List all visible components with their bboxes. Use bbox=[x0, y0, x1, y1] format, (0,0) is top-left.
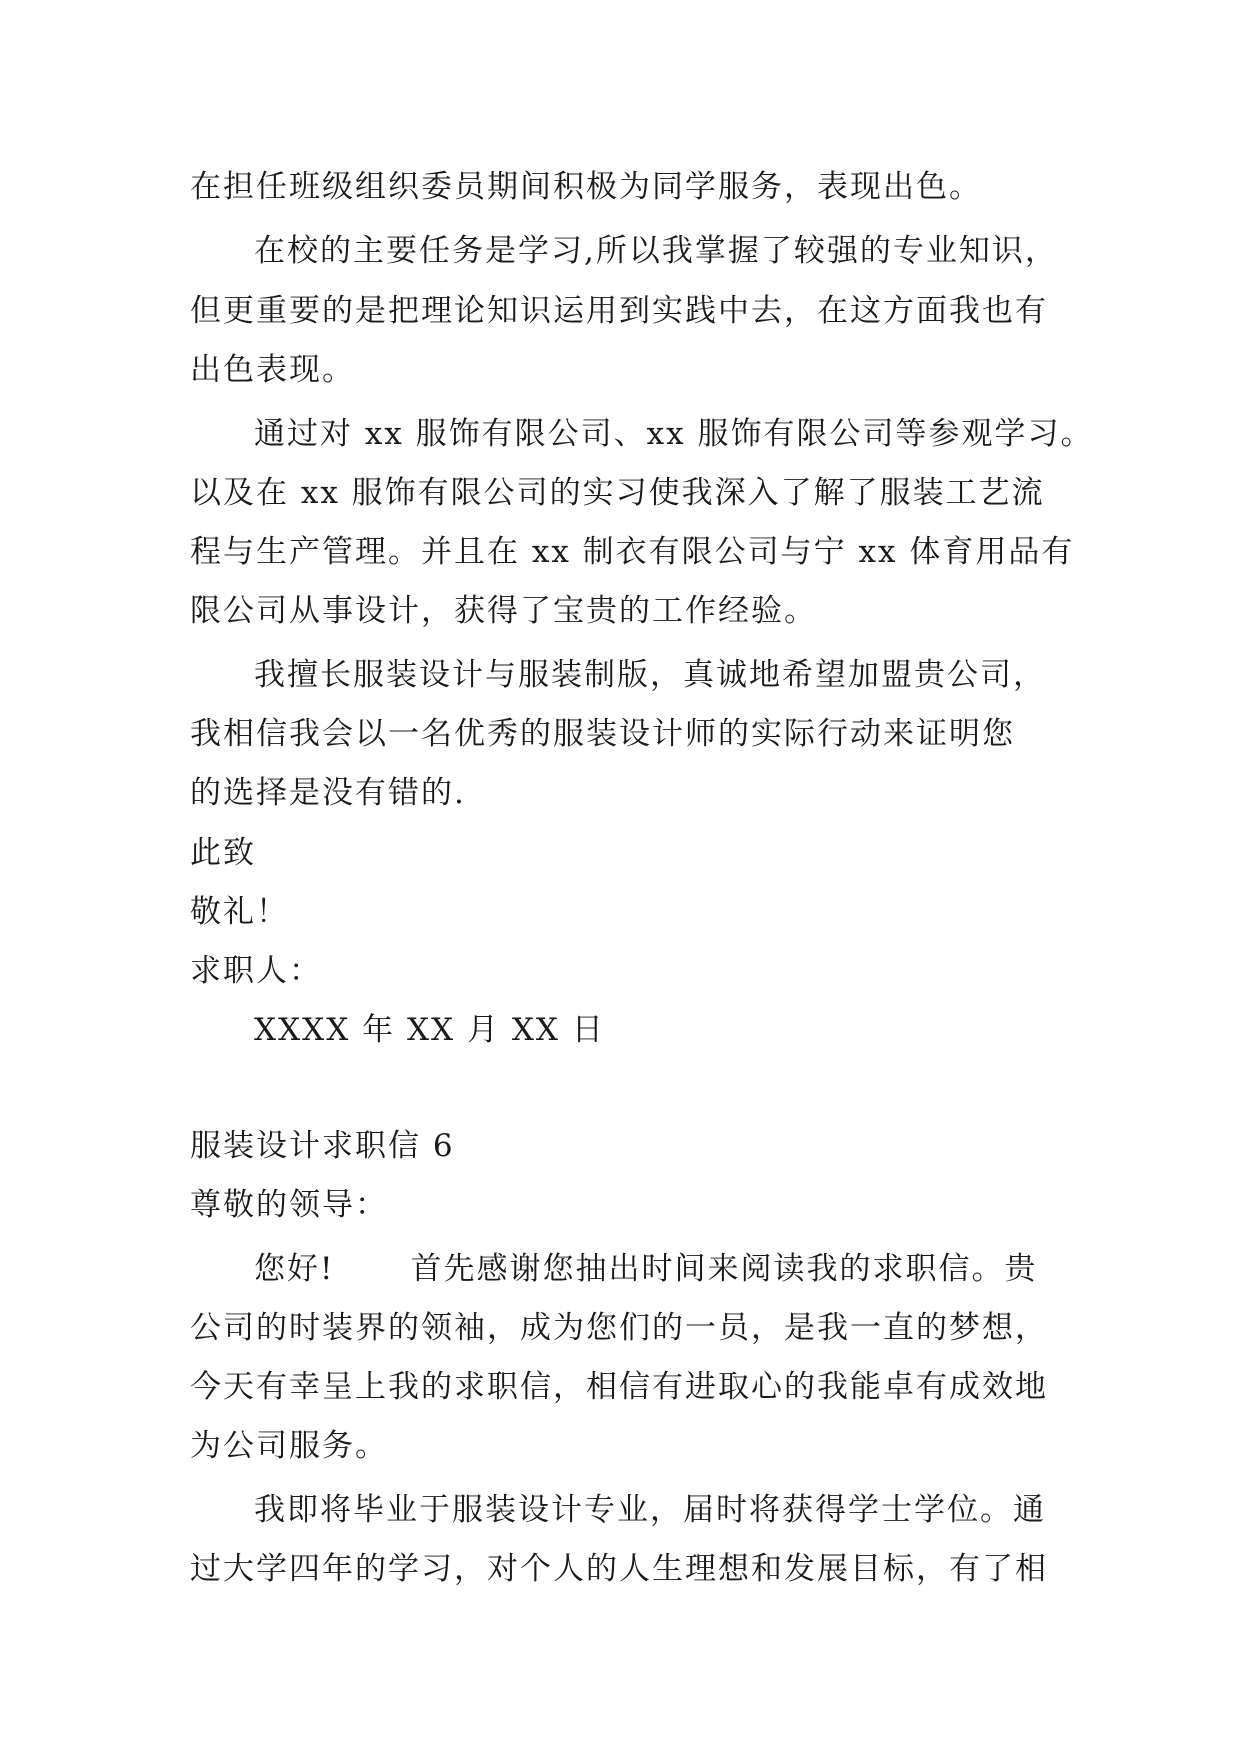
paragraph-line: 程与生产管理。并且在 xx 制衣有限公司与宁 xx 体育用品有 bbox=[190, 534, 1075, 570]
paragraph-line: 但更重要的是把理论知识运用到实践中去，在这方面我也有 bbox=[190, 293, 1048, 329]
closing-line: 敬礼！ bbox=[190, 894, 289, 930]
greeting: 您好! bbox=[254, 1251, 335, 1287]
paragraph-line: 出色表现。 bbox=[190, 352, 355, 388]
paragraph-line: 在校的主要任务是学习,所以我掌握了较强的专业知识， bbox=[254, 233, 1058, 269]
paragraph-line: 今天有幸呈上我的求职信，相信有进取心的我能卓有成效地 bbox=[190, 1369, 1048, 1405]
paragraph-line: 我即将毕业于服装设计专业，届时将获得学士学位。通 bbox=[254, 1492, 1046, 1528]
signature-label: 求职人： bbox=[190, 953, 322, 989]
paragraph-line: 通过对 xx 服饰有限公司、xx 服饰有限公司等参观学习。 bbox=[254, 416, 1094, 452]
salutation: 尊敬的领导： bbox=[190, 1187, 388, 1223]
paragraph-text: 首先感谢您抽出时间来阅读我的求职信。贵 bbox=[410, 1251, 1038, 1287]
paragraph-line: 的选择是没有错的. bbox=[190, 775, 466, 811]
paragraph-line: 为公司服务。 bbox=[190, 1428, 388, 1464]
paragraph-line: 我相信我会以一名优秀的服装设计师的实际行动来证明您 bbox=[190, 716, 1015, 752]
paragraph-line: 我擅长服装设计与服装制版，真诚地希望加盟贵公司， bbox=[254, 657, 1046, 693]
paragraph-line: 过大学四年的学习，对个人的人生理想和发展目标，有了相 bbox=[190, 1551, 1048, 1587]
paragraph-line: 限公司从事设计，获得了宝贵的工作经验。 bbox=[190, 593, 817, 629]
date-line: XXXX 年 XX 月 XX 日 bbox=[254, 1012, 605, 1048]
paragraph-line: 公司的时装界的领袖，成为您们的一员，是我一直的梦想， bbox=[190, 1310, 1048, 1346]
paragraph-line bbox=[254, 1249, 1037, 1289]
closing-line: 此致 bbox=[190, 835, 256, 871]
paragraph-line: 以及在 xx 服饰有限公司的实习使我深入了解了服装工艺流 bbox=[190, 475, 1045, 511]
section-title: 服装设计求职信 6 bbox=[190, 1128, 455, 1164]
paragraph-line: 在担任班级组织委员期间积极为同学服务，表现出色。 bbox=[190, 169, 982, 205]
